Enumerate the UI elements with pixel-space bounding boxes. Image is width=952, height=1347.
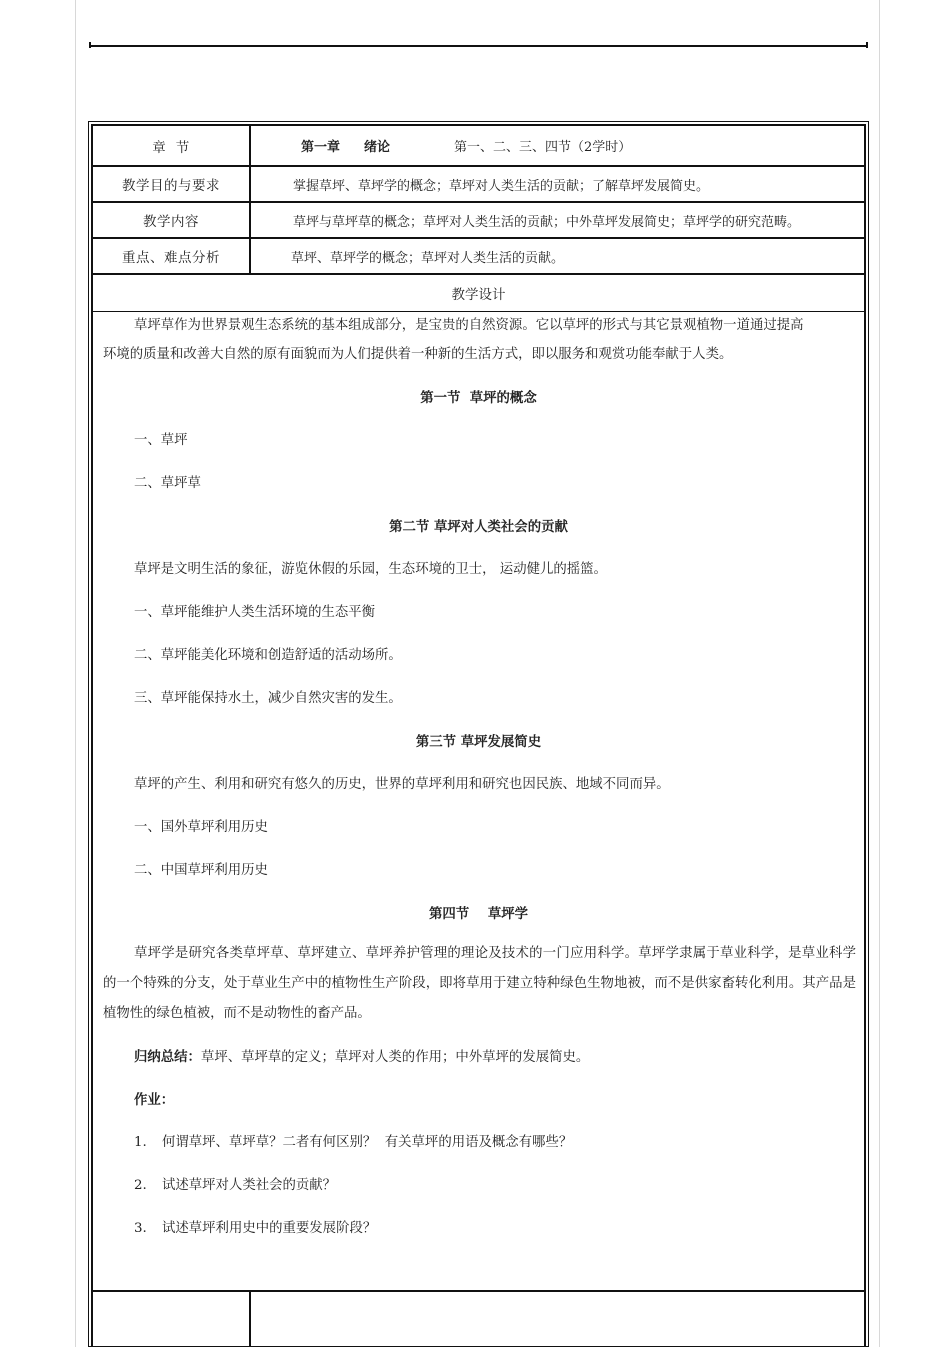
homework-item-1 <box>93 1133 864 1153</box>
keypoints-label: 重点、难点分析 <box>93 239 251 273</box>
summary-line <box>93 1047 864 1068</box>
content-cell <box>253 203 864 237</box>
section-4-paragraph: 草坪学是研究各类草坪草、草坪建立、草坪养护管理的理论及技术的一门应用科学。草坪学隶属于草业科学，是草业科学的一个特殊的分支，处于草业生产中的植物性生产阶段，即将草用于建立特种绿色生物地被，而不是供家畜转化利用。其产品是植物性的绿色植被，而不是动物性的畜产品。 <box>103 946 856 1021</box>
lesson-plan-table <box>91 124 866 1347</box>
section-2-item-3: 三、草坪能保持水土，减少自然灾害的发生。 <box>134 691 402 706</box>
chapter-label: 章 节 <box>93 126 251 165</box>
content-label: 教学内容 <box>93 203 251 237</box>
chapter-sections: 第一、二、三、四节（2学时） <box>454 140 632 155</box>
homework-text: 试述草坪对人类社会的贡献？ <box>162 1178 337 1193</box>
summary-label: 归纳总结： <box>134 1049 201 1065</box>
objectives-value: 掌握草坪、草坪学的概念；草坪对人类生活的贡献；了解草坪发展简史。 <box>293 178 710 194</box>
keypoints-row <box>93 239 864 275</box>
chapter-row <box>93 126 864 167</box>
section-1-item-1: 一、草坪 <box>134 433 188 448</box>
page-margin-right <box>879 0 880 1347</box>
section-4-title: 第四节 草坪学 <box>429 906 528 922</box>
section-1-title: 第一节 草坪的概念 <box>420 390 537 406</box>
design-heading: 教学设计 <box>93 275 864 312</box>
section-3-intro: 草坪的产生、利用和研究有悠久的历史，世界的草坪利用和研究也因民族、地域不同而异。 <box>134 777 670 792</box>
intro-line-1: 草坪草作为世界景观生态系统的基本组成部分，是宝贵的自然资源。它以草坪的形式与其它景观植物一道通过提高 <box>134 318 804 333</box>
table-footer-row <box>93 1290 864 1347</box>
summary-text: 草坪、草坪草的定义；草坪对人类的作用；中外草坪的发展简史。 <box>200 1050 590 1065</box>
objectives-cell <box>253 167 864 201</box>
header-rule-tick-right <box>866 42 868 48</box>
chapter-value <box>253 126 864 165</box>
footer-column-divider <box>249 1292 251 1347</box>
homework-text: 何谓草坪、草坪草？二者有何区别？ 有关草坪的用语及概念有哪些？ <box>162 1135 573 1150</box>
homework-text: 试述草坪利用史中的重要发展阶段？ <box>162 1221 377 1236</box>
intro-line-2: 环境的质量和改善大自然的原有面貌而为人们提供着一种新的生活方式，即以服务和观赏功能奉献于人类。 <box>103 347 733 362</box>
homework-num: 3. <box>134 1221 147 1236</box>
section-3-item-1: 一、国外草坪利用历史 <box>134 820 268 835</box>
section-3-title: 第三节 草坪发展简史 <box>415 734 542 750</box>
homework-label: 作业： <box>134 1092 175 1108</box>
keypoints-value: 草坪、草坪学的概念；草坪对人类生活的贡献。 <box>291 250 565 266</box>
header-rule-tick-left <box>89 42 91 48</box>
header-rule <box>90 45 868 47</box>
section-2-intro: 草坪是文明生活的象征，游览休假的乐园，生态环境的卫士， 运动健儿的摇篮。 <box>134 562 607 577</box>
homework-item-2 <box>93 1176 864 1196</box>
chapter-name: 绪论 <box>364 140 391 155</box>
section-2-item-1: 一、草坪能维护人类生活环境的生态平衡 <box>134 605 376 620</box>
section-2-item-2: 二、草坪能美化环境和创造舒适的活动场所。 <box>134 648 402 663</box>
homework-num: 1. <box>134 1135 147 1150</box>
content-row <box>93 203 864 239</box>
section-3-item-2: 二、中国草坪利用历史 <box>134 863 268 878</box>
homework-item-3 <box>93 1219 864 1239</box>
objectives-label: 教学目的与要求 <box>93 167 251 201</box>
page-margin-left <box>75 0 76 1347</box>
chapter-title: 第一章 <box>301 140 341 155</box>
keypoints-cell <box>253 239 864 273</box>
content-value: 草坪与草坪草的概念；草坪对人类生活的贡献；中外草坪发展简史；草坪学的研究范畴。 <box>293 214 801 230</box>
section-2-title: 第二节 草坪对人类社会的贡献 <box>389 519 568 535</box>
objectives-row <box>93 167 864 203</box>
section-1-item-2: 二、草坪草 <box>134 476 201 491</box>
homework-num: 2. <box>134 1178 147 1193</box>
